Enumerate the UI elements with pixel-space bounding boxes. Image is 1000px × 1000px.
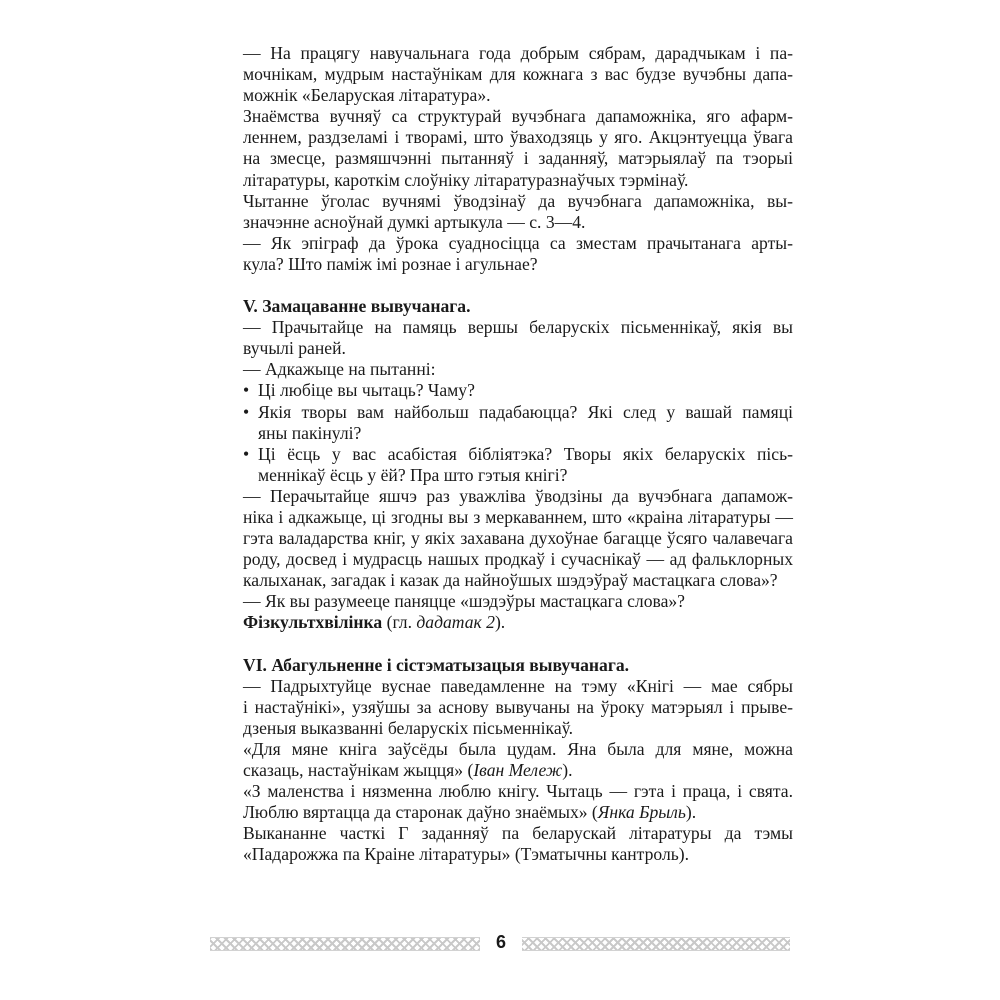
text-line: літаратуры, кароткім слоўніку літаратуразнаўчых тэрмінаў. [243, 169, 689, 190]
text-line: «Для мяне кніга заўсёды была цудам. Яна была для мяне, можна [243, 738, 793, 759]
page-body [243, 43, 793, 865]
bullet-list [243, 380, 793, 485]
quote-text: сказаць, настаўнікам жыцця» ( [243, 760, 474, 780]
paragraph-reading [243, 191, 793, 233]
list-item [243, 380, 793, 401]
paragraph-report [243, 676, 793, 739]
quote-author: Іван Мележ [473, 760, 563, 780]
paragraph-reread [243, 486, 793, 591]
paragraph-structure [243, 106, 793, 190]
text-line: калыханак, загадак і казак да найноўшых шэдэўраў мастацкага слова»? [243, 570, 778, 591]
text-line: ніка і адкажыце, ці згодны вы з меркаваннем, што «краіна літаратуры — [243, 506, 793, 527]
fizkult-ref-open: (гл. [382, 612, 417, 633]
section-heading-v: V. Замацаванне вывучанага. [243, 296, 471, 317]
list-item [243, 402, 793, 444]
footer-ornament-left [210, 937, 480, 951]
paragraph-fizkult [243, 612, 793, 633]
text-line: мочнікам, мудрым настаўнікам для кожнага з вас будзе вучэбны дапа- [243, 64, 793, 85]
text-line: Знаёмства вучняў са структурай вучэбнага дапаможніка, яго афарм- [243, 106, 793, 127]
bullet-icon: • [243, 443, 250, 464]
text-line: Выкананне часткі Г заданняў па беларускай літаратуры да тэмы [243, 823, 793, 844]
text-line: — Прачытайце на памяць вершы беларускіх пісьменнікаў, якія вы [243, 317, 793, 338]
text-line: леннем, раздзеламі і творамі, што ўваходзяць у яго. Акцэнтуецца ўвага [243, 127, 793, 148]
paragraph-task [243, 823, 793, 865]
text-line: — На працягу навучальнага года добрым сябрам, дарадчыкам і па- [243, 43, 793, 63]
text-line: гэта валадарства кніг, у якіх захавана духоўнае багацце ўсяго чалавечага [243, 528, 793, 549]
text-line: дзеныя выказванні беларускіх пісьменнікаў. [243, 717, 574, 738]
text-line: — Перачытайце яшчэ раз уважліва ўводзіны да вучэбнага дапамож- [243, 485, 793, 506]
text-line: Чытанне ўголас вучнямі ўводзінаў да вучэбнага дапаможніка, вы- [243, 190, 793, 211]
text-line: Якія творы вам найбольш падабаюцца? Які след у вашай памяці [258, 401, 793, 422]
text-line: «З маленства і нязменна люблю кнігу. Чытаць — гэта і праца, і свята. [243, 781, 793, 802]
footer-ornament-right [522, 937, 790, 951]
list-item [243, 444, 793, 486]
text-line [243, 760, 793, 781]
paragraph-epigraph-question [243, 233, 793, 275]
page-footer [210, 932, 790, 952]
paragraph-masterpiece-question: — Як вы разумееце паняцце «шэдэўры мастацкага слова»? [243, 591, 685, 612]
quote-end: ). [685, 802, 697, 823]
paragraph-answer: — Адкажыце на пытанні: [243, 359, 436, 380]
quote-melezh [243, 739, 793, 781]
paragraph-intro [243, 43, 793, 106]
quote-author: Янка Брыль [597, 802, 686, 823]
fizkult-ref: дадатак 2 [416, 612, 495, 633]
text-line: яны пакінулі? [258, 422, 362, 443]
text-line: вучылі раней. [243, 338, 346, 359]
text-line: значэнне асноўнай думкі артыкула — с. 3—4. [243, 211, 586, 232]
text-line: Ці любіце вы чытаць? Чаму? [258, 380, 475, 401]
section-heading-vi: VI. Абагульненне і сістэматызацыя вывучанага. [243, 654, 630, 675]
quote-bryl [243, 781, 793, 823]
quote-end: ). [562, 760, 573, 780]
text-line: можнік «Беларуская літаратура». [243, 85, 491, 106]
text-line: на змесце, размяшчэнні пытанняў і заданняў, матэрыялаў па тэорыі [243, 148, 793, 169]
bullet-icon: • [243, 401, 250, 422]
text-line [243, 802, 793, 823]
text-line: Ці ёсць у вас асабістая бібліятэка? Творы якіх беларускіх пісь- [258, 443, 793, 464]
fizkult-label: Фізкультхвілінка [243, 612, 383, 633]
text-line: кула? Што паміж імі рознае і агульнае? [243, 253, 538, 274]
text-line: і настаўнікі», узяўшы за аснову вывучаны на ўроку матэрыял і прыве- [243, 696, 793, 717]
text-line: меннікаў ёсць у ёй? Пра што гэтыя кнігі? [258, 464, 568, 485]
text-line: «Падарожжа па Краіне літаратуры» (Тэматычны кантроль). [243, 844, 690, 865]
quote-text: Люблю вяртацца да старонак даўно знаёмых» ( [243, 802, 598, 823]
text-line: роду, досвед і мудрасць нашых продкаў і сучаснікаў — ад фальклорных [243, 549, 793, 570]
fizkult-ref-close: ). [494, 612, 506, 633]
bullet-icon: • [243, 380, 250, 401]
page-number: 6 [495, 932, 506, 952]
text-line: — Падрыхтуйце вуснае паведамленне на тэму «Кнігі — мае сябры [243, 675, 793, 696]
paragraph-memorize [243, 317, 793, 359]
text-line: — Як эпіграф да ўрока суадносіцца са зместам прачытанага арты- [243, 232, 793, 253]
